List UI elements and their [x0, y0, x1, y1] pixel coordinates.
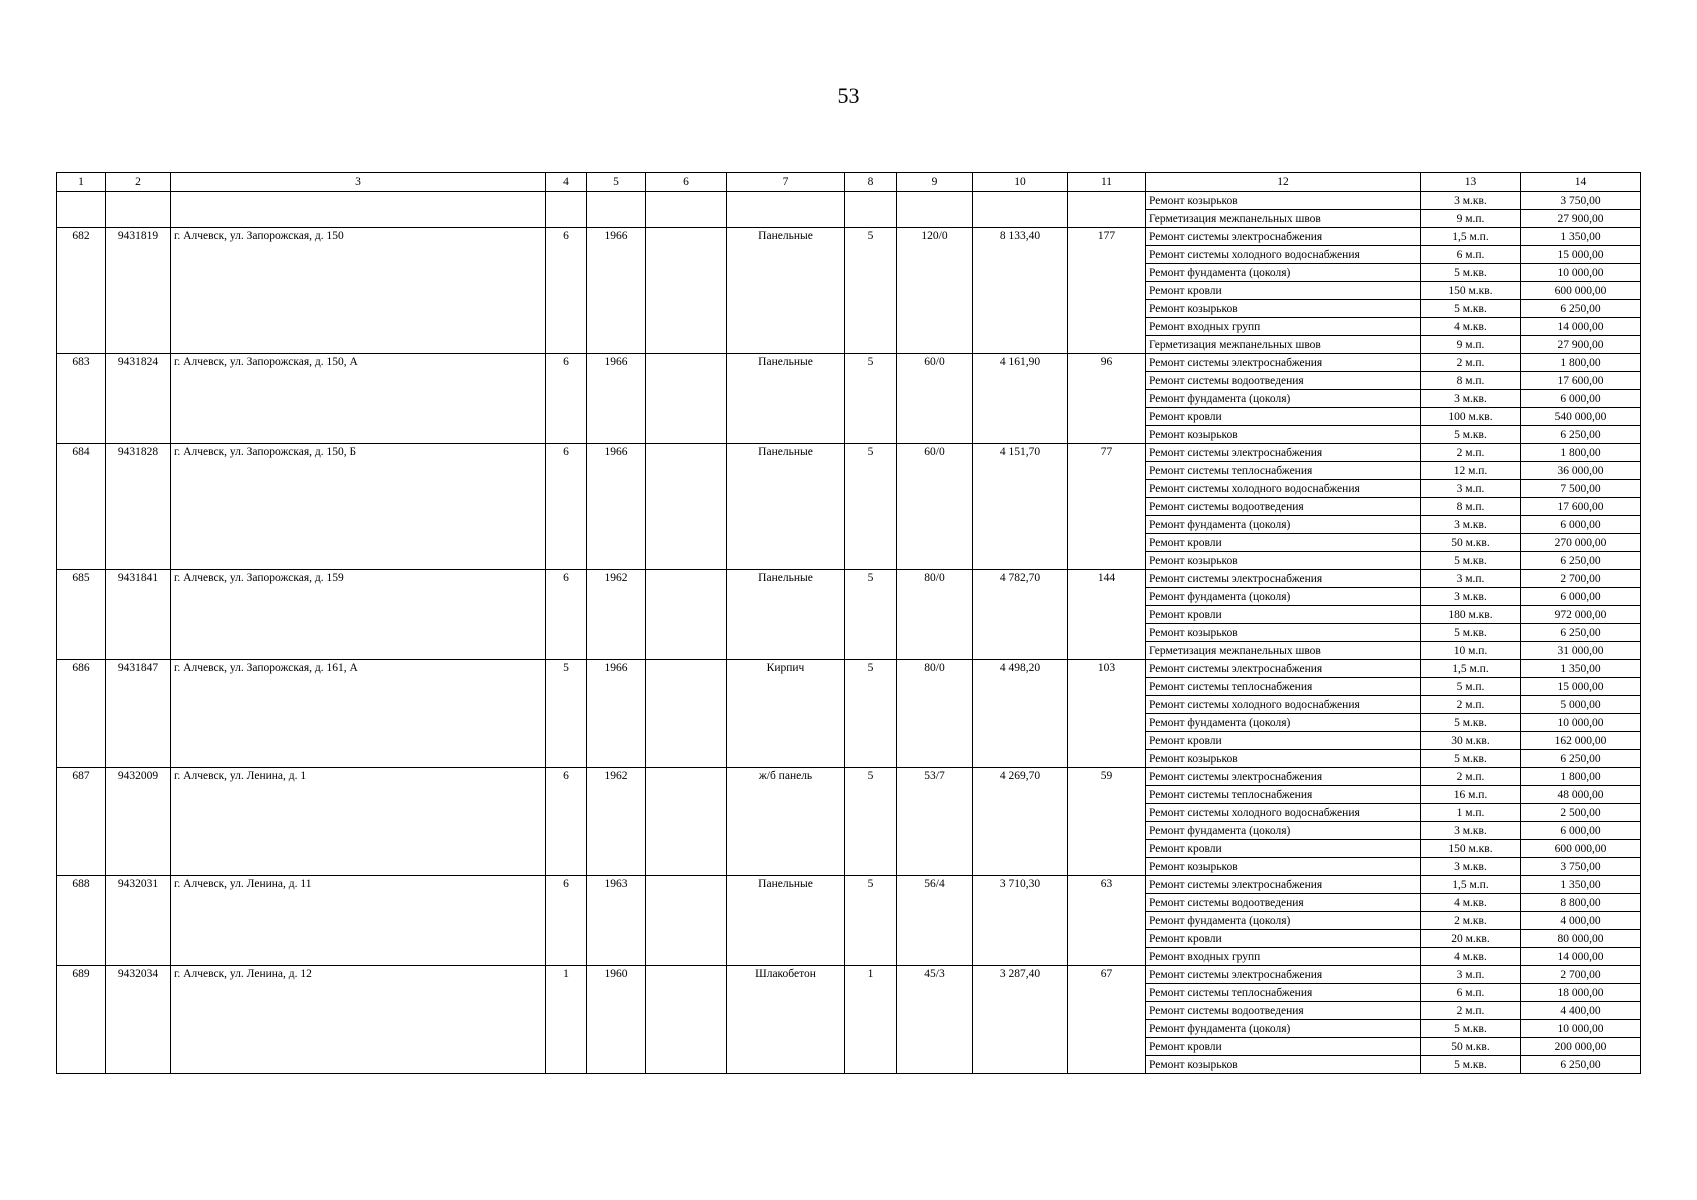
- work-quantity: 5 м.кв.: [1421, 1056, 1521, 1074]
- work-quantity: 5 м.кв.: [1421, 426, 1521, 444]
- work-quantity: 4 м.кв.: [1421, 318, 1521, 336]
- column-4-value: 6: [546, 768, 587, 876]
- work-quantity: 150 м.кв.: [1421, 282, 1521, 300]
- work-cost: 6 250,00: [1521, 426, 1641, 444]
- building-code: 9432031: [106, 876, 171, 966]
- work-cost: 2 700,00: [1521, 570, 1641, 588]
- work-cost: 1 350,00: [1521, 660, 1641, 678]
- work-cost: 6 000,00: [1521, 390, 1641, 408]
- work-name: Ремонт кровли: [1146, 408, 1421, 426]
- building-address: г. Алчевск, ул. Запорожская, д. 150, Б: [171, 444, 546, 570]
- column-11-value: 77: [1068, 444, 1146, 570]
- work-cost: 1 350,00: [1521, 876, 1641, 894]
- construction-year: 1962: [587, 570, 646, 660]
- wall-material: Кирпич: [727, 660, 845, 768]
- floor-count: 5: [845, 876, 897, 966]
- work-quantity: 9 м.п.: [1421, 210, 1521, 228]
- work-quantity: 50 м.кв.: [1421, 1038, 1521, 1056]
- column-4-value: 6: [546, 444, 587, 570]
- work-quantity: 3 м.кв.: [1421, 822, 1521, 840]
- work-name: Ремонт системы холодного водоснабжения: [1146, 480, 1421, 498]
- building-address: г. Алчевск, ул. Запорожская, д. 150: [171, 228, 546, 354]
- table-row: [57, 444, 1641, 462]
- column-6-value: [646, 354, 727, 444]
- work-cost: 6 250,00: [1521, 1056, 1641, 1074]
- work-name: Ремонт системы холодного водоснабжения: [1146, 804, 1421, 822]
- work-name: Ремонт кровли: [1146, 534, 1421, 552]
- wall-material: ж/б панель: [727, 768, 845, 876]
- work-name: Ремонт системы электроснабжения: [1146, 228, 1421, 246]
- work-name: Ремонт системы электроснабжения: [1146, 354, 1421, 372]
- work-quantity: 2 м.п.: [1421, 354, 1521, 372]
- building-number: 684: [57, 444, 106, 570]
- column-4-value: 1: [546, 966, 587, 1074]
- work-quantity: 5 м.кв.: [1421, 552, 1521, 570]
- work-quantity: 2 м.п.: [1421, 768, 1521, 786]
- work-cost: 6 250,00: [1521, 750, 1641, 768]
- column-9-value: [897, 192, 973, 228]
- work-name: Ремонт козырьков: [1146, 624, 1421, 642]
- building-address: г. Алчевск, ул. Ленина, д. 12: [171, 966, 546, 1074]
- work-name: Ремонт фундамента (цоколя): [1146, 822, 1421, 840]
- work-quantity: 5 м.п.: [1421, 678, 1521, 696]
- wall-material: Панельные: [727, 876, 845, 966]
- construction-year: 1966: [587, 354, 646, 444]
- work-cost: 1 800,00: [1521, 354, 1641, 372]
- work-name: Ремонт фундамента (цоколя): [1146, 588, 1421, 606]
- column-header: 14: [1521, 173, 1641, 192]
- work-cost: 10 000,00: [1521, 264, 1641, 282]
- building-area: 4 161,90: [973, 354, 1068, 444]
- column-6-value: [646, 768, 727, 876]
- table-row: [57, 660, 1641, 678]
- wall-material: Шлакобетон: [727, 966, 845, 1074]
- construction-year: 1962: [587, 768, 646, 876]
- work-quantity: 20 м.кв.: [1421, 930, 1521, 948]
- table-row: [57, 768, 1641, 786]
- building-area: 3 287,40: [973, 966, 1068, 1074]
- work-cost: 36 000,00: [1521, 462, 1641, 480]
- work-name: Герметизация межпанельных швов: [1146, 210, 1421, 228]
- work-name: Ремонт кровли: [1146, 1038, 1421, 1056]
- column-6-value: [646, 228, 727, 354]
- table-row: [57, 966, 1641, 984]
- floor-count: 1: [845, 966, 897, 1074]
- work-cost: 600 000,00: [1521, 840, 1641, 858]
- work-name: Ремонт системы электроснабжения: [1146, 768, 1421, 786]
- construction-year: [587, 192, 646, 228]
- work-quantity: 100 м.кв.: [1421, 408, 1521, 426]
- construction-year: 1966: [587, 228, 646, 354]
- work-cost: 27 900,00: [1521, 336, 1641, 354]
- table-row: [57, 228, 1641, 246]
- column-header: 11: [1068, 173, 1146, 192]
- work-cost: 6 000,00: [1521, 588, 1641, 606]
- work-cost: 31 000,00: [1521, 642, 1641, 660]
- work-quantity: 1,5 м.п.: [1421, 228, 1521, 246]
- column-header: 3: [171, 173, 546, 192]
- column-9-value: 80/0: [897, 570, 973, 660]
- column-header: 2: [106, 173, 171, 192]
- column-11-value: 103: [1068, 660, 1146, 768]
- column-4-value: 6: [546, 570, 587, 660]
- building-code: 9431819: [106, 228, 171, 354]
- floor-count: 5: [845, 570, 897, 660]
- work-name: Ремонт кровли: [1146, 840, 1421, 858]
- work-cost: 2 700,00: [1521, 966, 1641, 984]
- work-quantity: 8 м.п.: [1421, 372, 1521, 390]
- work-name: Ремонт системы теплоснабжения: [1146, 786, 1421, 804]
- building-area: 4 151,70: [973, 444, 1068, 570]
- column-9-value: 56/4: [897, 876, 973, 966]
- work-quantity: 5 м.кв.: [1421, 1020, 1521, 1038]
- work-cost: 1 350,00: [1521, 228, 1641, 246]
- work-quantity: 50 м.кв.: [1421, 534, 1521, 552]
- work-cost: 6 000,00: [1521, 516, 1641, 534]
- column-11-value: 67: [1068, 966, 1146, 1074]
- work-name: Ремонт системы холодного водоснабжения: [1146, 246, 1421, 264]
- floor-count: [845, 192, 897, 228]
- building-number: 683: [57, 354, 106, 444]
- building-number: 685: [57, 570, 106, 660]
- work-quantity: 1,5 м.п.: [1421, 660, 1521, 678]
- work-quantity: 3 м.кв.: [1421, 192, 1521, 210]
- floor-count: 5: [845, 660, 897, 768]
- work-cost: 3 750,00: [1521, 192, 1641, 210]
- work-name: Ремонт входных групп: [1146, 318, 1421, 336]
- building-code: 9431847: [106, 660, 171, 768]
- column-9-value: 53/7: [897, 768, 973, 876]
- work-name: Ремонт системы водоотведения: [1146, 1002, 1421, 1020]
- work-cost: 14 000,00: [1521, 948, 1641, 966]
- work-quantity: 3 м.п.: [1421, 480, 1521, 498]
- building-code: [106, 192, 171, 228]
- work-quantity: 150 м.кв.: [1421, 840, 1521, 858]
- work-cost: 4 400,00: [1521, 1002, 1641, 1020]
- work-name: Ремонт фундамента (цоколя): [1146, 390, 1421, 408]
- work-name: Герметизация межпанельных швов: [1146, 336, 1421, 354]
- work-quantity: 5 м.кв.: [1421, 300, 1521, 318]
- work-cost: 15 000,00: [1521, 678, 1641, 696]
- column-header: 9: [897, 173, 973, 192]
- column-4-value: 6: [546, 354, 587, 444]
- column-header: 7: [727, 173, 845, 192]
- work-cost: 10 000,00: [1521, 714, 1641, 732]
- work-cost: 6 000,00: [1521, 822, 1641, 840]
- construction-year: 1966: [587, 444, 646, 570]
- work-name: Ремонт козырьков: [1146, 750, 1421, 768]
- work-name: Ремонт кровли: [1146, 930, 1421, 948]
- work-name: Ремонт системы электроснабжения: [1146, 444, 1421, 462]
- column-11-value: 96: [1068, 354, 1146, 444]
- work-cost: 17 600,00: [1521, 498, 1641, 516]
- column-header: 13: [1421, 173, 1521, 192]
- work-name: Ремонт системы теплоснабжения: [1146, 462, 1421, 480]
- work-name: Ремонт системы водоотведения: [1146, 894, 1421, 912]
- construction-year: 1960: [587, 966, 646, 1074]
- building-code: 9431824: [106, 354, 171, 444]
- column-4-value: 6: [546, 876, 587, 966]
- column-header: 1: [57, 173, 106, 192]
- column-11-value: 144: [1068, 570, 1146, 660]
- column-11-value: [1068, 192, 1146, 228]
- work-quantity: 1,5 м.п.: [1421, 876, 1521, 894]
- work-name: Ремонт козырьков: [1146, 858, 1421, 876]
- building-address: г. Алчевск, ул. Запорожская, д. 161, А: [171, 660, 546, 768]
- work-quantity: 4 м.кв.: [1421, 894, 1521, 912]
- column-9-value: 45/3: [897, 966, 973, 1074]
- floor-count: 5: [845, 354, 897, 444]
- work-name: Ремонт козырьков: [1146, 1056, 1421, 1074]
- building-address: г. Алчевск, ул. Запорожская, д. 150, А: [171, 354, 546, 444]
- table-row: [57, 354, 1641, 372]
- work-cost: 1 800,00: [1521, 768, 1641, 786]
- work-name: Ремонт фундамента (цоколя): [1146, 1020, 1421, 1038]
- work-cost: 5 000,00: [1521, 696, 1641, 714]
- table-row: [57, 192, 1641, 210]
- floor-count: 5: [845, 768, 897, 876]
- work-quantity: 1 м.п.: [1421, 804, 1521, 822]
- work-name: Ремонт системы холодного водоснабжения: [1146, 696, 1421, 714]
- table-row: [57, 570, 1641, 588]
- work-cost: 6 250,00: [1521, 552, 1641, 570]
- work-quantity: 180 м.кв.: [1421, 606, 1521, 624]
- building-area: 4 782,70: [973, 570, 1068, 660]
- work-quantity: 4 м.кв.: [1421, 948, 1521, 966]
- page-number: 53: [837, 83, 860, 108]
- building-number: 687: [57, 768, 106, 876]
- work-name: Ремонт системы водоотведения: [1146, 372, 1421, 390]
- work-cost: 4 000,00: [1521, 912, 1641, 930]
- work-cost: 6 250,00: [1521, 624, 1641, 642]
- wall-material: Панельные: [727, 444, 845, 570]
- work-cost: 17 600,00: [1521, 372, 1641, 390]
- work-quantity: 5 м.кв.: [1421, 750, 1521, 768]
- work-cost: 972 000,00: [1521, 606, 1641, 624]
- column-6-value: [646, 444, 727, 570]
- column-11-value: 63: [1068, 876, 1146, 966]
- column-6-value: [646, 660, 727, 768]
- work-cost: 8 800,00: [1521, 894, 1641, 912]
- building-code: 9432034: [106, 966, 171, 1074]
- building-code: 9432009: [106, 768, 171, 876]
- floor-count: 5: [845, 228, 897, 354]
- work-cost: 3 750,00: [1521, 858, 1641, 876]
- column-11-value: 59: [1068, 768, 1146, 876]
- work-cost: 162 000,00: [1521, 732, 1641, 750]
- work-quantity: 3 м.п.: [1421, 570, 1521, 588]
- work-quantity: 6 м.п.: [1421, 984, 1521, 1002]
- work-name: Ремонт кровли: [1146, 282, 1421, 300]
- work-name: Ремонт фундамента (цоколя): [1146, 264, 1421, 282]
- column-6-value: [646, 876, 727, 966]
- building-number: 689: [57, 966, 106, 1074]
- column-header: 6: [646, 173, 727, 192]
- work-name: Герметизация межпанельных швов: [1146, 642, 1421, 660]
- work-name: Ремонт кровли: [1146, 732, 1421, 750]
- work-name: Ремонт системы водоотведения: [1146, 498, 1421, 516]
- work-cost: 48 000,00: [1521, 786, 1641, 804]
- wall-material: Панельные: [727, 570, 845, 660]
- work-quantity: 12 м.п.: [1421, 462, 1521, 480]
- work-cost: 15 000,00: [1521, 246, 1641, 264]
- work-name: Ремонт фундамента (цоколя): [1146, 714, 1421, 732]
- building-number: 682: [57, 228, 106, 354]
- column-6-value: [646, 192, 727, 228]
- building-area: 3 710,30: [973, 876, 1068, 966]
- work-name: Ремонт козырьков: [1146, 426, 1421, 444]
- construction-year: 1966: [587, 660, 646, 768]
- work-cost: 200 000,00: [1521, 1038, 1641, 1056]
- work-quantity: 3 м.кв.: [1421, 516, 1521, 534]
- work-quantity: 5 м.кв.: [1421, 264, 1521, 282]
- work-quantity: 6 м.п.: [1421, 246, 1521, 264]
- work-cost: 80 000,00: [1521, 930, 1641, 948]
- work-name: Ремонт козырьков: [1146, 300, 1421, 318]
- building-address: г. Алчевск, ул. Ленина, д. 11: [171, 876, 546, 966]
- register-body: [57, 192, 1641, 1074]
- work-quantity: 3 м.кв.: [1421, 390, 1521, 408]
- construction-year: 1963: [587, 876, 646, 966]
- building-area: [973, 192, 1068, 228]
- column-9-value: 60/0: [897, 444, 973, 570]
- column-header: 12: [1146, 173, 1421, 192]
- floor-count: 5: [845, 444, 897, 570]
- building-number: 686: [57, 660, 106, 768]
- column-11-value: 177: [1068, 228, 1146, 354]
- table-row: [57, 876, 1641, 894]
- building-number: [57, 192, 106, 228]
- column-header: 5: [587, 173, 646, 192]
- work-quantity: 30 м.кв.: [1421, 732, 1521, 750]
- wall-material: Панельные: [727, 228, 845, 354]
- work-cost: 270 000,00: [1521, 534, 1641, 552]
- work-name: Ремонт кровли: [1146, 606, 1421, 624]
- work-name: Ремонт системы электроснабжения: [1146, 876, 1421, 894]
- work-name: Ремонт системы электроснабжения: [1146, 966, 1421, 984]
- work-cost: 14 000,00: [1521, 318, 1641, 336]
- work-cost: 1 800,00: [1521, 444, 1641, 462]
- work-quantity: 8 м.п.: [1421, 498, 1521, 516]
- work-cost: 540 000,00: [1521, 408, 1641, 426]
- work-cost: 600 000,00: [1521, 282, 1641, 300]
- wall-material: [727, 192, 845, 228]
- work-cost: 2 500,00: [1521, 804, 1641, 822]
- work-quantity: 5 м.кв.: [1421, 624, 1521, 642]
- column-6-value: [646, 570, 727, 660]
- building-area: 4 498,20: [973, 660, 1068, 768]
- column-header: 4: [546, 173, 587, 192]
- work-name: Ремонт системы электроснабжения: [1146, 570, 1421, 588]
- work-quantity: 3 м.кв.: [1421, 858, 1521, 876]
- work-quantity: 2 м.кв.: [1421, 912, 1521, 930]
- work-name: Ремонт фундамента (цоколя): [1146, 912, 1421, 930]
- column-9-value: 80/0: [897, 660, 973, 768]
- work-quantity: 16 м.п.: [1421, 786, 1521, 804]
- work-name: Ремонт козырьков: [1146, 192, 1421, 210]
- work-name: Ремонт входных групп: [1146, 948, 1421, 966]
- building-code: 9431828: [106, 444, 171, 570]
- column-4-value: [546, 192, 587, 228]
- building-number: 688: [57, 876, 106, 966]
- building-address: г. Алчевск, ул. Запорожская, д. 159: [171, 570, 546, 660]
- column-9-value: 60/0: [897, 354, 973, 444]
- work-name: Ремонт фундамента (цоколя): [1146, 516, 1421, 534]
- column-6-value: [646, 966, 727, 1074]
- building-area: 4 269,70: [973, 768, 1068, 876]
- work-name: Ремонт системы теплоснабжения: [1146, 678, 1421, 696]
- work-quantity: 9 м.п.: [1421, 336, 1521, 354]
- work-quantity: 2 м.п.: [1421, 696, 1521, 714]
- column-9-value: 120/0: [897, 228, 973, 354]
- work-name: Ремонт козырьков: [1146, 552, 1421, 570]
- work-cost: 10 000,00: [1521, 1020, 1641, 1038]
- building-code: 9431841: [106, 570, 171, 660]
- column-header: 10: [973, 173, 1068, 192]
- work-cost: 27 900,00: [1521, 210, 1641, 228]
- work-quantity: 2 м.п.: [1421, 1002, 1521, 1020]
- work-name: Ремонт системы теплоснабжения: [1146, 984, 1421, 1002]
- wall-material: Панельные: [727, 354, 845, 444]
- building-address: [171, 192, 546, 228]
- work-quantity: 2 м.п.: [1421, 444, 1521, 462]
- column-header: 8: [845, 173, 897, 192]
- building-address: г. Алчевск, ул. Ленина, д. 1: [171, 768, 546, 876]
- work-cost: 18 000,00: [1521, 984, 1641, 1002]
- work-quantity: 3 м.п.: [1421, 966, 1521, 984]
- building-area: 8 133,40: [973, 228, 1068, 354]
- work-quantity: 5 м.кв.: [1421, 714, 1521, 732]
- column-number-row: [57, 173, 1641, 192]
- work-quantity: 10 м.п.: [1421, 642, 1521, 660]
- work-quantity: 3 м.кв.: [1421, 588, 1521, 606]
- work-cost: 7 500,00: [1521, 480, 1641, 498]
- column-4-value: 6: [546, 228, 587, 354]
- work-name: Ремонт системы электроснабжения: [1146, 660, 1421, 678]
- work-cost: 6 250,00: [1521, 300, 1641, 318]
- column-4-value: 5: [546, 660, 587, 768]
- housing-register-table: [56, 172, 1641, 1074]
